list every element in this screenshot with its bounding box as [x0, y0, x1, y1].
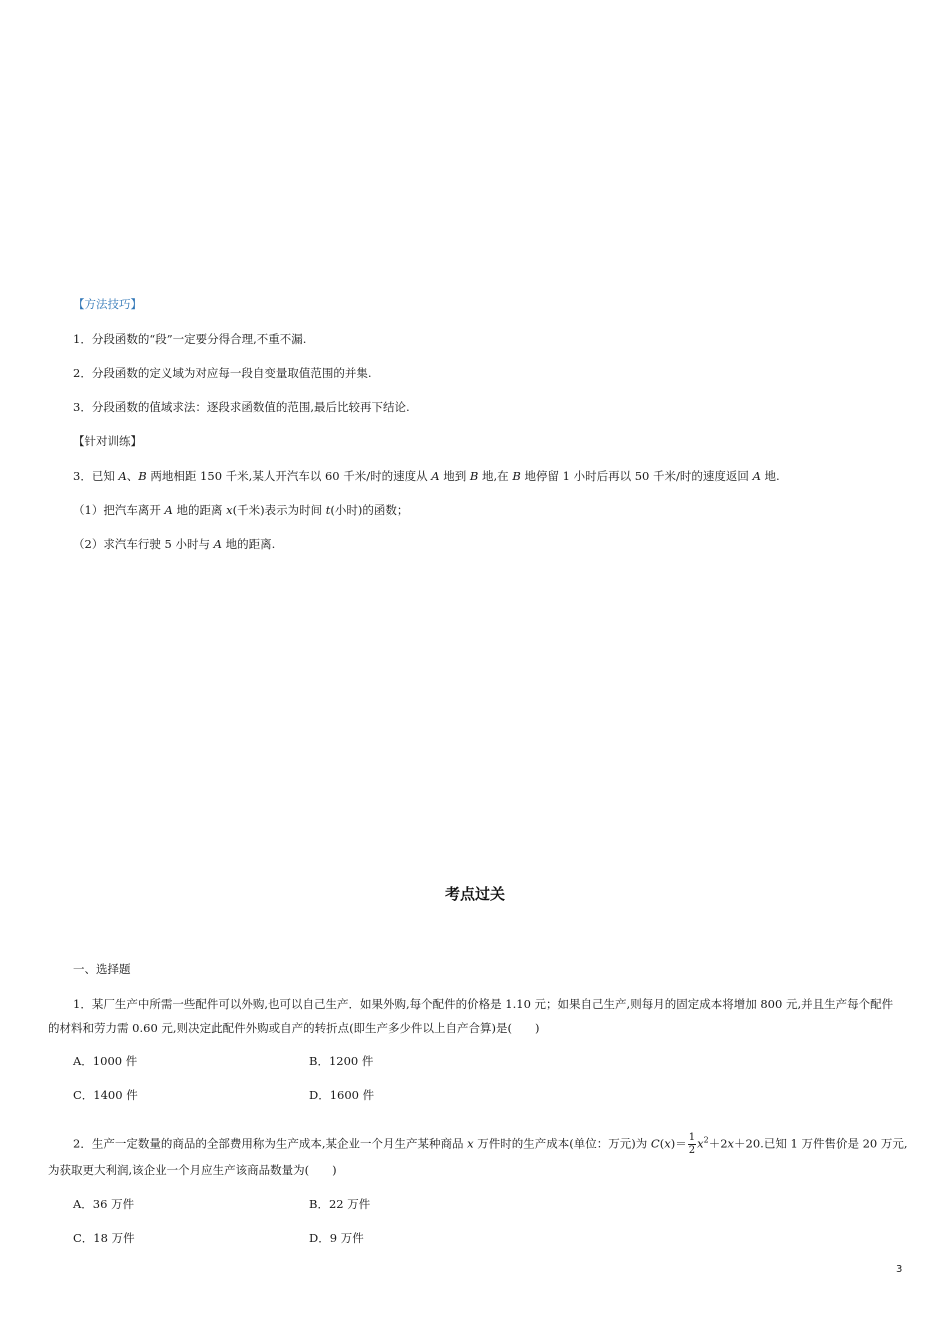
q2-option-d: D．9 万件 [309, 1231, 364, 1245]
question-2-line-1: 2．生产一定数量的商品的全部费用称为生产成本,某企业一个月生产某种商品 x 万件时的生产成本(单位：万元)为 C(x)＝ $\frac{1}{2}$ $x^2+2x+20$.已知 1 万件售价是 20 万元, [73, 1132, 908, 1156]
question-3: 3．已知 A、B 两地相距 150 千米,某人开汽车以 60 千米/时的速度从 A 地到 B 地,在 B 地停留 1 小时后再以 50 千米/时的速度返回 A 地. [73, 469, 780, 483]
part-label: 一、选择题 [73, 962, 131, 976]
method-item-3: 3．分段函数的值域求法：逐段求函数值的范围,最后比较再下结论. [73, 400, 410, 414]
q2-option-c: C．18 万件 [73, 1231, 135, 1245]
method-item-1: 1．分段函数的“段”一定要分得合理,不重不漏. [73, 332, 307, 346]
method-item-2: 2．分段函数的定义域为对应每一段自变量取值范围的并集. [73, 366, 372, 380]
method-header: 【方法技巧】 [73, 297, 142, 311]
q2-option-b: B．22 万件 [309, 1197, 371, 1211]
q1-option-d: D．1600 件 [309, 1088, 375, 1102]
q1-option-b: B．1200 件 [309, 1054, 374, 1068]
question-2-line-2: 为获取更大利润,该企业一个月应生产该商品数量为( ) [48, 1163, 337, 1177]
question-3-sub-1: （1）把汽车离开 A 地的距离 x(千米)表示为时间 t(小时)的函数； [73, 503, 409, 517]
section-title: 考点过关 [444, 885, 505, 903]
q1-option-a: A．1000 件 [73, 1054, 138, 1068]
q1-option-c: C．1400 件 [73, 1088, 138, 1102]
page-number: 3 [896, 1264, 903, 1275]
q2-option-a: A．36 万件 [73, 1197, 135, 1211]
training-header: 【针对训练】 [73, 434, 142, 448]
question-1-line-2: 的材料和劳力需 0.60 元,则决定此配件外购或自产的转折点(即生产多少件以上自产合算)是( ) [48, 1021, 540, 1035]
fraction-one-half: $\frac{1}{2}$ [688, 1132, 696, 1156]
question-3-sub-2: （2）求汽车行驶 5 小时与 A 地的距离. [73, 537, 276, 551]
question-1-line-1: 1．某厂生产中所需一些配件可以外购,也可以自己生产．如果外购,每个配件的价格是 1.10 元；如果自己生产,则每月的固定成本将增加 800 元,并且生产每个配件 [73, 997, 894, 1011]
